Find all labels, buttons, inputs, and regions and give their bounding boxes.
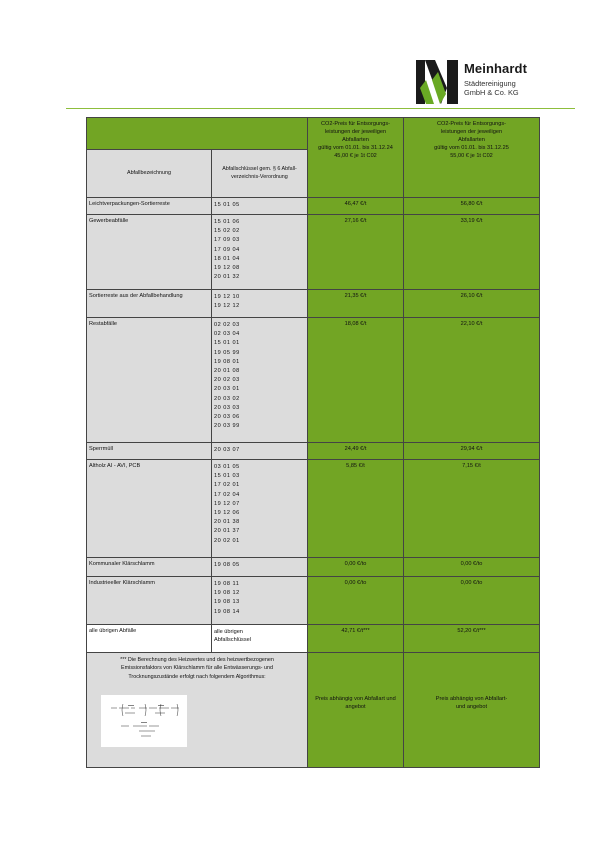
table-row	[87, 460, 540, 558]
table-row	[87, 215, 540, 290]
waste-name: Sortierreste aus der Abfallbehandlung	[87, 290, 212, 318]
price-2025: 29,94 €/t	[404, 443, 540, 460]
price-2025: 0,00 €/to	[404, 577, 540, 625]
price-2025: 52,20 €/t***	[404, 625, 540, 653]
header-price-2025: CO2-Preis für Entsorgungs- leistungen der jeweiligen Abfallarten gültig vom 01.01. bis 31.12.25 55,00 € je 1t C02	[404, 118, 540, 198]
waste-name: Restabfälle	[87, 318, 212, 443]
price-2024: 5,85 €/t	[308, 460, 404, 558]
waste-codes: 02 02 03 02 03 04 15 01 01 19 05 99 19 08 01 20 01 08 20 02 03 20 03 01 20 03 02 20 03 03 20 03 06 20 03 99	[212, 318, 308, 443]
table-row	[87, 577, 540, 625]
waste-name: Leichtverpackungen-Sortierreste	[87, 198, 212, 215]
price-2025: 33,19 €/t	[404, 215, 540, 290]
footnote-cell	[87, 653, 308, 768]
waste-name: Gewerbeabfälle	[87, 215, 212, 290]
price-2025: 22,10 €/t	[404, 318, 540, 443]
footnote-text: *** Die Berechnung des Heizwertes und des heizwertbezogenen Emissionsfaktors von Klärschlamm für alle Entwässerungs- und Trocknungszustände erfolgt nach folgendem Algorithmus:	[120, 657, 274, 680]
waste-codes: 20 03 07	[212, 443, 308, 460]
formula-graphic	[101, 695, 187, 747]
price-2024: 42,71 €/t***	[308, 625, 404, 653]
waste-codes: 19 12 10 19 12 12	[212, 290, 308, 318]
waste-name: Sperrmüll	[87, 443, 212, 460]
table-row	[87, 198, 540, 215]
company-logo	[416, 60, 536, 104]
table-header-row	[87, 118, 540, 150]
price-2024: 27,16 €/t	[308, 215, 404, 290]
price-2024: 0,00 €/to	[308, 558, 404, 577]
price-2025: 0,00 €/to	[404, 558, 540, 577]
price-2024: 18,08 €/t	[308, 318, 404, 443]
header-divider	[66, 108, 575, 109]
brand-subtitle-line2: GmbH & Co. KG	[464, 88, 519, 98]
waste-name: alle übrigen Abfälle	[87, 625, 212, 653]
waste-name: Kommunaler Klärschlamm	[87, 558, 212, 577]
footnote-row	[87, 653, 540, 768]
price-2024: 21,35 €/t	[308, 290, 404, 318]
brand-subtitle-line1: Städtereinigung	[464, 79, 516, 88]
meinhardt-logo-icon	[416, 60, 458, 104]
price-2025: 56,80 €/t	[404, 198, 540, 215]
table-row	[87, 443, 540, 460]
table-row	[87, 318, 540, 443]
waste-codes: alle übrigen Abfallschlüssel	[212, 625, 308, 653]
price-2024: 46,47 €/t	[308, 198, 404, 215]
price-2024: 0,00 €/to	[308, 577, 404, 625]
waste-codes: 19 08 11 19 08 12 19 08 13 19 08 14	[212, 577, 308, 625]
waste-name: Industrieeller Klärschlamm	[87, 577, 212, 625]
formula-image	[101, 695, 187, 747]
price-2025: 7,15 €/t	[404, 460, 540, 558]
table-row	[87, 558, 540, 577]
brand-subtitle	[464, 79, 519, 98]
waste-codes: 19 08 05	[212, 558, 308, 577]
waste-name: Altholz AI - AVI, PCB	[87, 460, 212, 558]
header-price-2024: CO2-Preis für Entsorgungs- leistungen der jeweiligen Abfallarten gültig vom 01.01. bis 31.12.24 45,00 € je 1t C02	[308, 118, 404, 198]
header-blank-cell	[87, 118, 308, 150]
waste-codes: 03 01 05 15 01 03 17 02 01 17 02 04 19 12 07 19 12 06 20 01 38 20 01 37 20 02 01	[212, 460, 308, 558]
footnote-price-2025: Preis abhängig von Abfallart- und angebot	[404, 653, 540, 768]
waste-codes: 15 01 05	[212, 198, 308, 215]
brand-name: Meinhardt	[464, 61, 528, 76]
price-2024: 24,49 €/t	[308, 443, 404, 460]
waste-codes: 15 01 06 15 02 02 17 09 03 17 09 04 18 01 04 19 12 08 20 01 32	[212, 215, 308, 290]
header-waste-name: Abfallbezeichnung	[87, 150, 212, 198]
table-row	[87, 290, 540, 318]
table-row	[87, 625, 540, 653]
header-waste-key: Abfallschlüssel gem. § 6 Abfall-verzeichnis-Verordnung	[212, 150, 308, 198]
footnote-price-2024: Preis abhängig von Abfallart und angebot	[308, 653, 404, 768]
co2-price-table	[86, 117, 540, 768]
price-2025: 26,10 €/t	[404, 290, 540, 318]
